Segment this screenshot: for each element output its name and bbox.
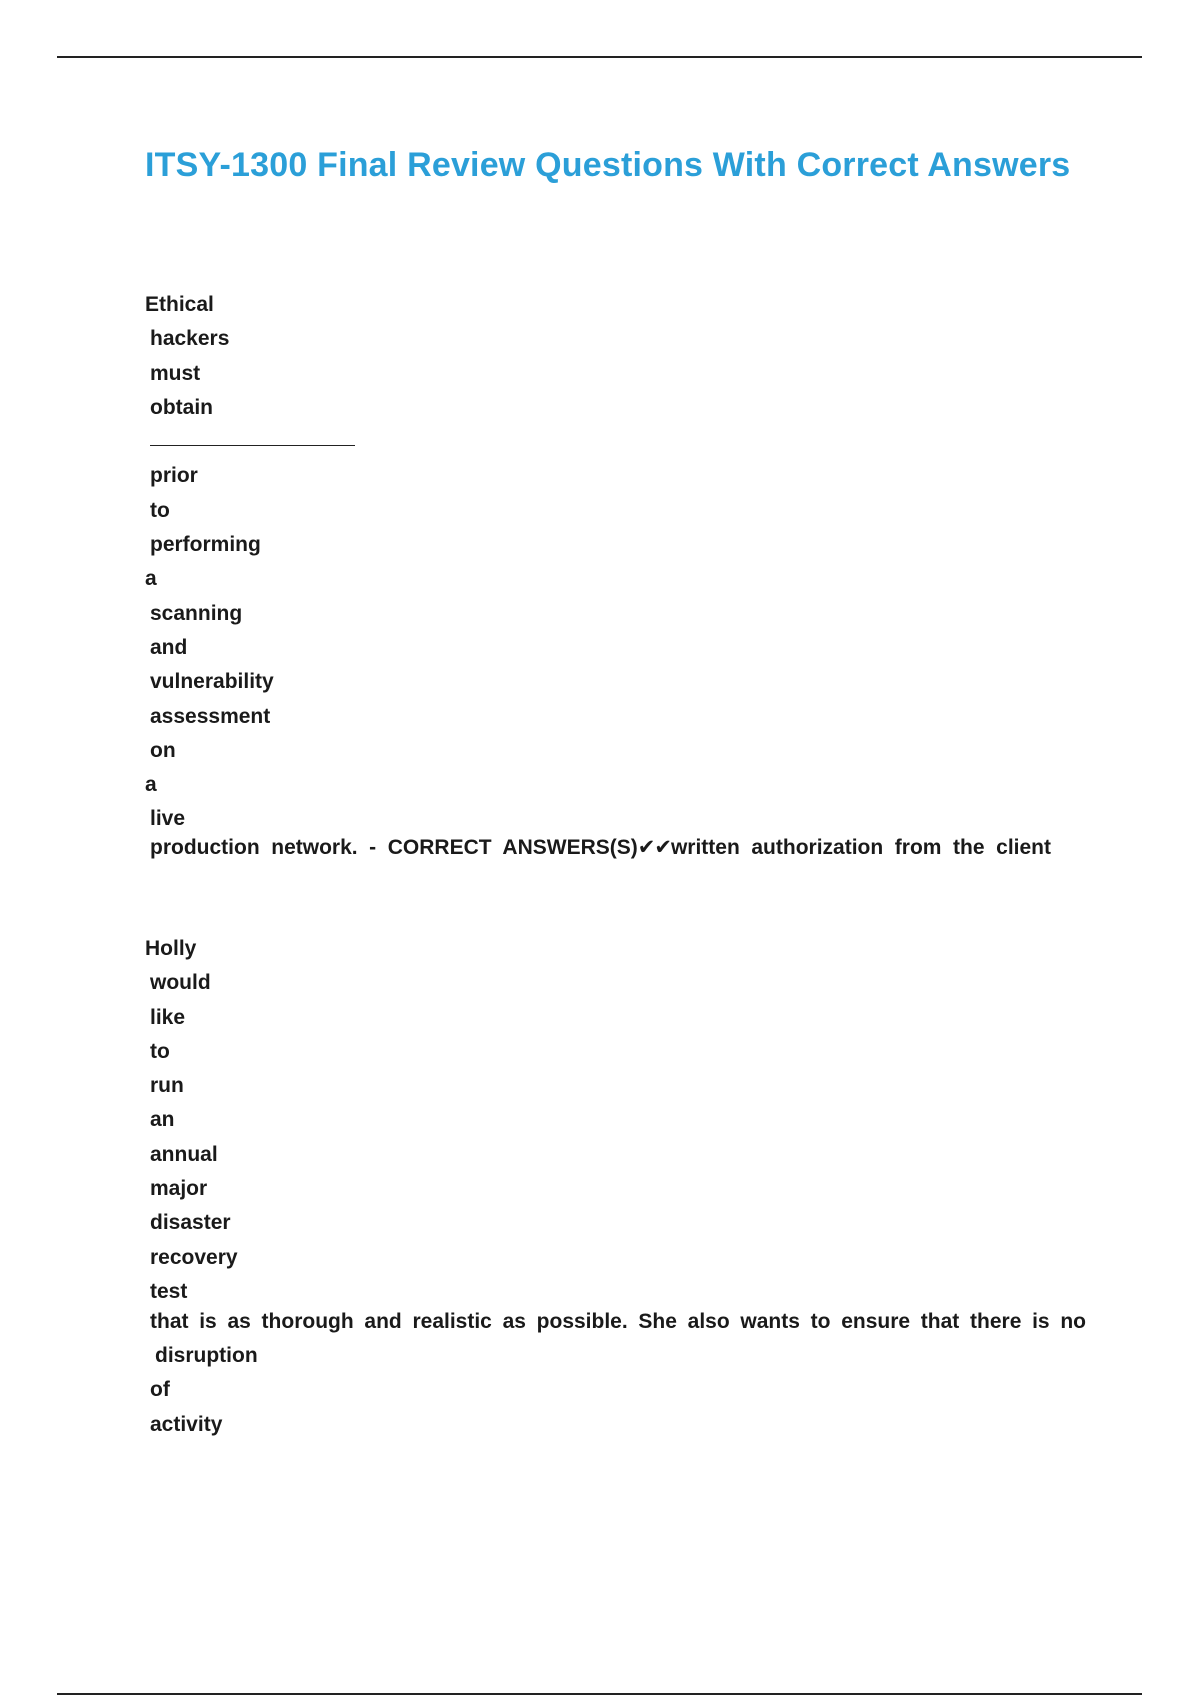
question-word: disruption <box>155 1344 258 1367</box>
question-word: live <box>150 807 186 831</box>
question-word: like <box>150 1005 186 1029</box>
question-word: run <box>150 1074 184 1098</box>
document-title: ITSY-1300 Final Review Questions With Correct Answers <box>145 146 1071 184</box>
question-word: activity <box>150 1412 223 1436</box>
footer-rule <box>57 1693 1142 1695</box>
question-2 <box>145 932 238 1309</box>
header-rule <box>57 56 1142 58</box>
question-word: performing <box>150 533 261 557</box>
question-word: hackers <box>150 327 230 351</box>
question-line: that is as thorough and realistic as possible. She also wants to ensure that there is no <box>150 1310 1086 1333</box>
answer-prefix: production network. - CORRECT ANSWERS(S) <box>150 836 638 859</box>
question-word: assessment <box>150 704 271 728</box>
blank-underline <box>150 425 355 446</box>
question-word: test <box>150 1279 188 1303</box>
question-word: must <box>150 361 201 385</box>
question-2-continued <box>145 1339 258 1442</box>
question-word: a <box>145 773 157 797</box>
question-word: annual <box>150 1142 218 1166</box>
question-word: vulnerability <box>150 670 274 694</box>
correct-answer: written authorization from the client <box>670 836 1051 859</box>
question-word: on <box>150 738 176 762</box>
question-word: to <box>150 498 170 522</box>
question-word: of <box>150 1378 170 1402</box>
question-word: Ethical <box>145 293 214 316</box>
question-word: to <box>150 1039 170 1063</box>
answer-line <box>150 831 1051 865</box>
question-word: Holly <box>145 937 197 960</box>
question-word: scanning <box>150 601 243 625</box>
question-word: major <box>150 1177 208 1201</box>
checkmark-icon: ✔✔ <box>637 836 671 859</box>
question-word: a <box>145 567 157 591</box>
question-word: prior <box>150 464 198 488</box>
answer-blank <box>145 425 355 459</box>
question-word: disaster <box>150 1211 231 1235</box>
question-1 <box>145 288 355 837</box>
question-word: and <box>150 635 188 659</box>
question-word: obtain <box>150 395 213 419</box>
question-word: recovery <box>150 1245 238 1269</box>
question-word: would <box>150 971 211 995</box>
question-word: an <box>150 1108 175 1132</box>
